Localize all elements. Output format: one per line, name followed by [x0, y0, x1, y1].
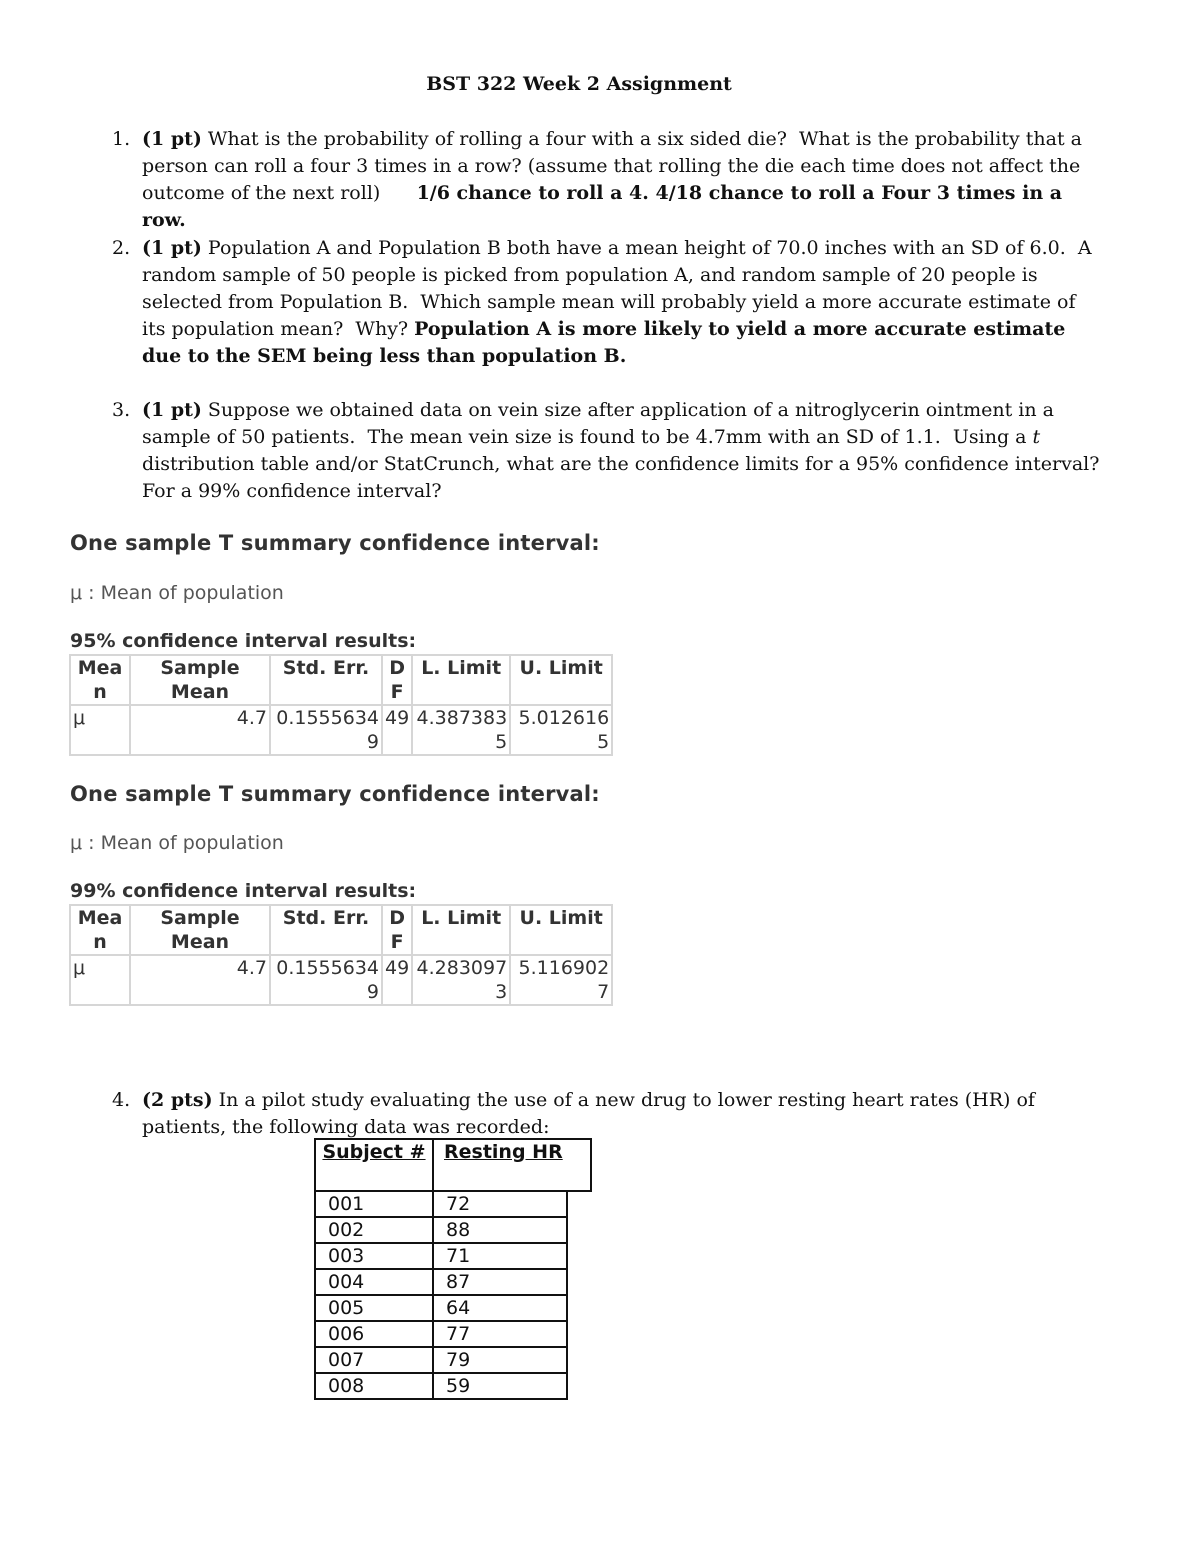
table-row: [315, 1217, 567, 1243]
ci95-results-label: 95% confidence interval results:: [70, 630, 417, 652]
table-row: [70, 705, 612, 755]
col-header-mean: Mean: [70, 905, 130, 955]
col-header-std-err: Std. Err.: [270, 655, 382, 705]
question-3: [112, 397, 1112, 505]
question-text: What is the probability of rolling a four with a six sided die? What is the probability that a person can roll a four 3 times in a row? (assume that rolling the die each time does not affect the outcome of the next roll): [142, 128, 1088, 204]
question-4: [112, 1087, 1102, 1141]
cell-sample-mean: 4.7: [130, 955, 270, 1005]
question-text: In a pilot study evaluating the use of a new drug to lower resting heart rates (HR) of patients, the following data was recorded:: [142, 1089, 1042, 1138]
ci99-mu-line: μ : Mean of population: [70, 832, 284, 854]
col-header-subject: Subject #: [316, 1140, 434, 1190]
question-points: (2 pts): [142, 1089, 213, 1111]
cell-subject: 004: [315, 1269, 433, 1295]
col-header-u-limit: U. Limit: [510, 905, 612, 955]
cell-hr: 77: [433, 1321, 567, 1347]
cell-l-limit: 4.3873835: [412, 705, 510, 755]
cell-subject: 003: [315, 1243, 433, 1269]
cell-u-limit: 5.1169027: [510, 955, 612, 1005]
ci99-results-label: 99% confidence interval results:: [70, 880, 417, 902]
hr-table-header: [314, 1138, 592, 1192]
col-header-df: DF: [382, 905, 412, 955]
ci95-table: [69, 654, 613, 756]
question-1: [112, 126, 1102, 234]
cell-hr: 72: [433, 1191, 567, 1217]
question-2: [112, 235, 1102, 370]
cell-subject: 005: [315, 1295, 433, 1321]
document-title: BST 322 Week 2 Assignment: [426, 73, 732, 95]
question-points: (1 pt): [142, 128, 202, 150]
question-body: [142, 235, 1102, 370]
col-header-l-limit: L. Limit: [412, 905, 510, 955]
col-header-resting-hr: Resting HR: [444, 1141, 563, 1163]
cell-df: 49: [382, 705, 412, 755]
cell-hr: 87: [433, 1269, 567, 1295]
cell-subject: 006: [315, 1321, 433, 1347]
question-answer: 1/6 chance to roll a 4. 4/18 chance to roll a Four 3 times in a row.: [142, 182, 1063, 231]
cell-l-limit: 4.2830973: [412, 955, 510, 1005]
cell-hr: 64: [433, 1295, 567, 1321]
table-header-row: [70, 655, 612, 705]
cell-hr: 71: [433, 1243, 567, 1269]
cell-param: μ: [70, 705, 130, 755]
question-text: distribution table and/or StatCrunch, what are the confidence limits for a 95% confidence interval? For a 99% confidence interval?: [142, 426, 1112, 502]
cell-sample-mean: 4.7: [130, 705, 270, 755]
question-body: [142, 397, 1112, 505]
col-header-mean: Mean: [70, 655, 130, 705]
col-header-df: DF: [382, 655, 412, 705]
col-header-std-err: Std. Err.: [270, 905, 382, 955]
col-header-l-limit: L. Limit: [412, 655, 510, 705]
cell-subject: 001: [315, 1191, 433, 1217]
table-row: [315, 1243, 567, 1269]
table-header-row: [70, 905, 612, 955]
question-points: (1 pt): [142, 237, 202, 259]
col-header-sample-mean: Sample Mean: [130, 905, 270, 955]
cell-std-err: 0.15556349: [270, 955, 382, 1005]
cell-std-err: 0.15556349: [270, 705, 382, 755]
cell-param: μ: [70, 955, 130, 1005]
question-number: 4.: [112, 1089, 131, 1111]
ci95-heading: One sample T summary confidence interval:: [70, 531, 600, 555]
question-answer: Population A is more likely to yield a more accurate estimate due to the SEM being less than population B.: [142, 318, 1066, 367]
question-number: 2.: [112, 237, 131, 259]
cell-df: 49: [382, 955, 412, 1005]
table-row: [70, 955, 612, 1005]
question-number: 1.: [112, 128, 131, 150]
cell-subject: 008: [315, 1373, 433, 1399]
question-text-italic: t: [1032, 426, 1041, 448]
cell-hr: 88: [433, 1217, 567, 1243]
table-row: [315, 1373, 567, 1399]
question-text: Suppose we obtained data on vein size after application of a nitroglycerin ointment in a sample of 50 patients. The mean vein size is found to be 4.7mm with an SD of 1.1. Using a: [142, 399, 1061, 448]
col-header-u-limit: U. Limit: [510, 655, 612, 705]
question-number: 3.: [112, 399, 131, 421]
question-points: (1 pt): [142, 399, 202, 421]
cell-hr: 79: [433, 1347, 567, 1373]
table-row: [315, 1347, 567, 1373]
table-row: [315, 1295, 567, 1321]
ci95-mu-line: μ : Mean of population: [70, 582, 284, 604]
col-header-sample-mean: Sample Mean: [130, 655, 270, 705]
table-row: [315, 1269, 567, 1295]
question-body: [142, 126, 1102, 234]
question-body: [142, 1087, 1102, 1141]
table-row: [315, 1321, 567, 1347]
ci99-heading: One sample T summary confidence interval:: [70, 782, 600, 806]
cell-subject: 002: [315, 1217, 433, 1243]
table-row: [315, 1191, 567, 1217]
question-text: Population A and Population B both have a mean height of 70.0 inches with an SD of 6.0. A random sample of 50 people is picked from population A, and random sample of 20 people is selected from Population B. Which sample mean will probably yield a more accurate estimate of its population mean? Why?: [142, 237, 1098, 340]
ci99-table: [69, 904, 613, 1006]
cell-u-limit: 5.0126165: [510, 705, 612, 755]
cell-subject: 007: [315, 1347, 433, 1373]
cell-hr: 59: [433, 1373, 567, 1399]
hr-table: [314, 1190, 568, 1400]
